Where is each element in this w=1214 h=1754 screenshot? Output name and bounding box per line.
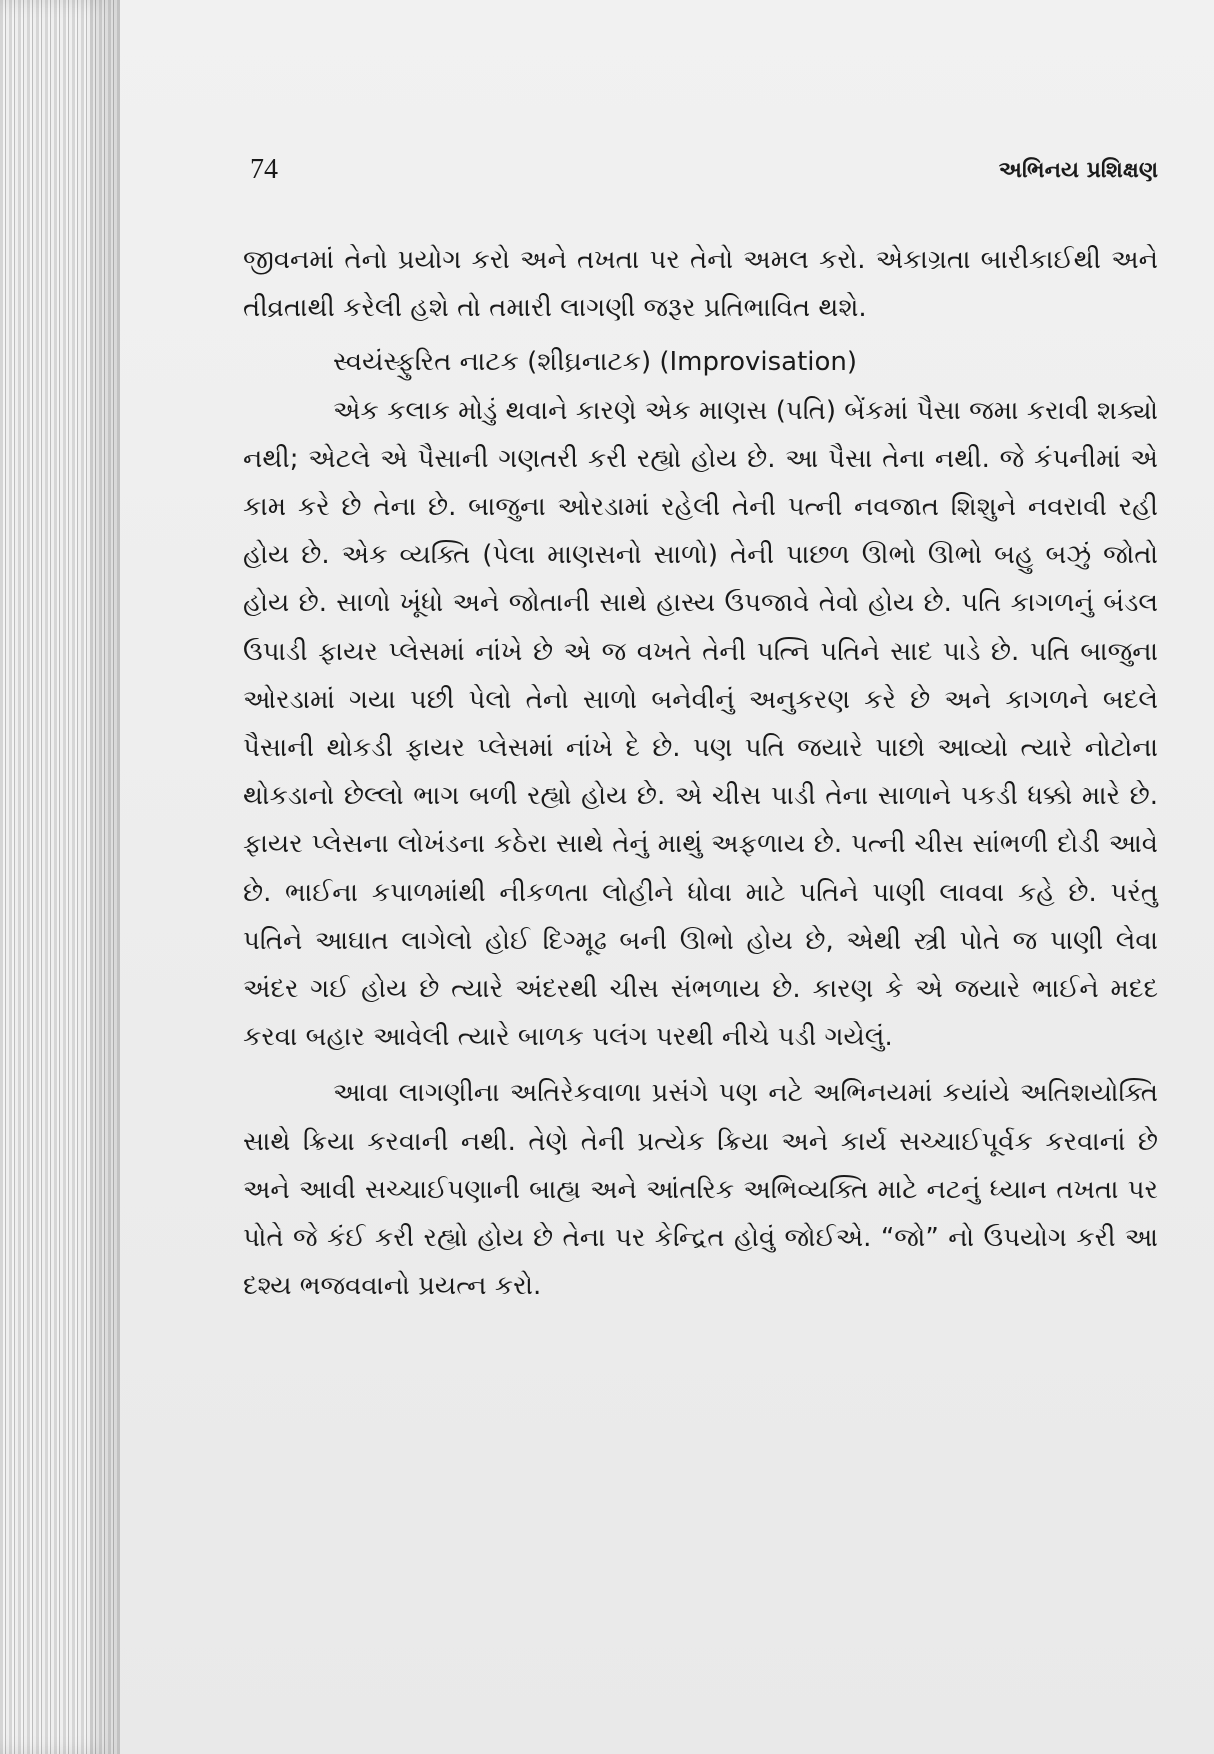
paragraph-3: આવા લાગણીના અતિરેકવાળા પ્રસંગે પણ નટે અભિનયમાં કયાંયે અતિશયોક્તિ સાથે ક્રિયા કરવાની નથી. તેણે તેની પ્રત્યેક ક્રિયા અને કાર્ય સચ્ચાઈપૂર્વક કરવાનાં છે અને આવી સચ્ચાઈપણાની બાહ્ય અને આંતરિક અભિવ્યક્તિ માટે નટનું ધ્યાન તખતા પર પોતે જે કંઈ કરી રહ્યો હોય છે તેના પર કેન્દ્રિત હોવું જોઈએ. “જો” નો ઉપયોગ કરી આ દશ્ય ભજવવાનો પ્રયત્ન કરો. xyxy=(243,1078,1158,1302)
running-header xyxy=(250,150,1158,190)
section-subheading: સ્વયંસ્ફુરિત નાટક (શીઘ્રનાટક) (Improvisation) xyxy=(333,347,858,378)
page-number: 74 xyxy=(250,154,278,185)
running-title: અભિનય પ્રશિક્ષણ xyxy=(998,158,1158,183)
book-page-edges xyxy=(0,0,120,1754)
paragraph-2: એક કલાક મોડું થવાને કારણે એક માણસ (પતિ) બેંકમાં પૈસા જમા કરાવી શક્યો નથી; એટલે એ પૈસાની ગણતરી કરી રહ્યો હોય છે. આ પૈસા તેના નથી. જે કંપનીમાં એ કામ કરે છે તેના છે. બાજુના ઓરડામાં રહેલી તેની પત્ની નવજાત શિશુને નવરાવી રહી હોય છે. એક વ્યક્તિ (પેલા માણસનો સાળો) તેની પાછળ ઊભો ઊભો બહુ બઝું જોતો હોય છે. સાળો ખૂંધો અને જોતાની સાથે હાસ્ય ઉપજાવે તેવો હોય છે. પતિ કાગળનું બંડલ ઉપાડી ફાયર પ્લેસમાં નાંખે છે એ જ વખતે તેની પત્નિ પતિને સાદ પાડે છે. પતિ બાજુના ઓરડામાં ગયા પછી પેલો તેનો સાળો બનેવીનું અનુકરણ કરે છે અને કાગળને બદલે પૈસાની થોકડી ફાયર પ્લેસમાં નાંખે દે છે. પણ પતિ જયારે પાછો આવ્યો ત્યારે નોટોના થોકડાનો છેલ્લો ભાગ બળી રહ્યો હોય છે. એ ચીસ પાડી તેના સાળાને પકડી ધક્કો મારે છે. ફાયર પ્લેસના લોખંડના કઠેરા સાથે તેનું માથું અફળાય છે. પત્ની ચીસ સાંભળી દોડી આવે છે. ભાઈના કપાળમાંથી નીકળતા લોહીને ધોવા માટે પતિને પાણી લાવવા કહે છે. પરંતુ પતિને આઘાત લાગેલો હોઈ દિગ્મૂઢ બની ઊભો હોય છે, એથી સ્ત્રી પોતે જ પાણી લેવા અંદર ગઈ હોય છે ત્યારે અંદરથી ચીસ સંભળાય છે. કારણ કે એ જયારે ભાઈને મદદ કરવા બહાર આવેલી ત્યારે બાળક પલંગ પરથી નીચે પડી ગયેલું. xyxy=(243,395,1158,1053)
paragraph-1: જીવનમાં તેનો પ્રયોગ કરો અને તખતા પર તેનો અમલ કરો. એકાગ્રતા બારીકાઈથી અને તીવ્રતાથી કરેલી હશે તો તમારી લાગણી જરૂર પ્રતિભાવિત થશે. xyxy=(243,245,1158,324)
body-text xyxy=(243,236,1158,1310)
